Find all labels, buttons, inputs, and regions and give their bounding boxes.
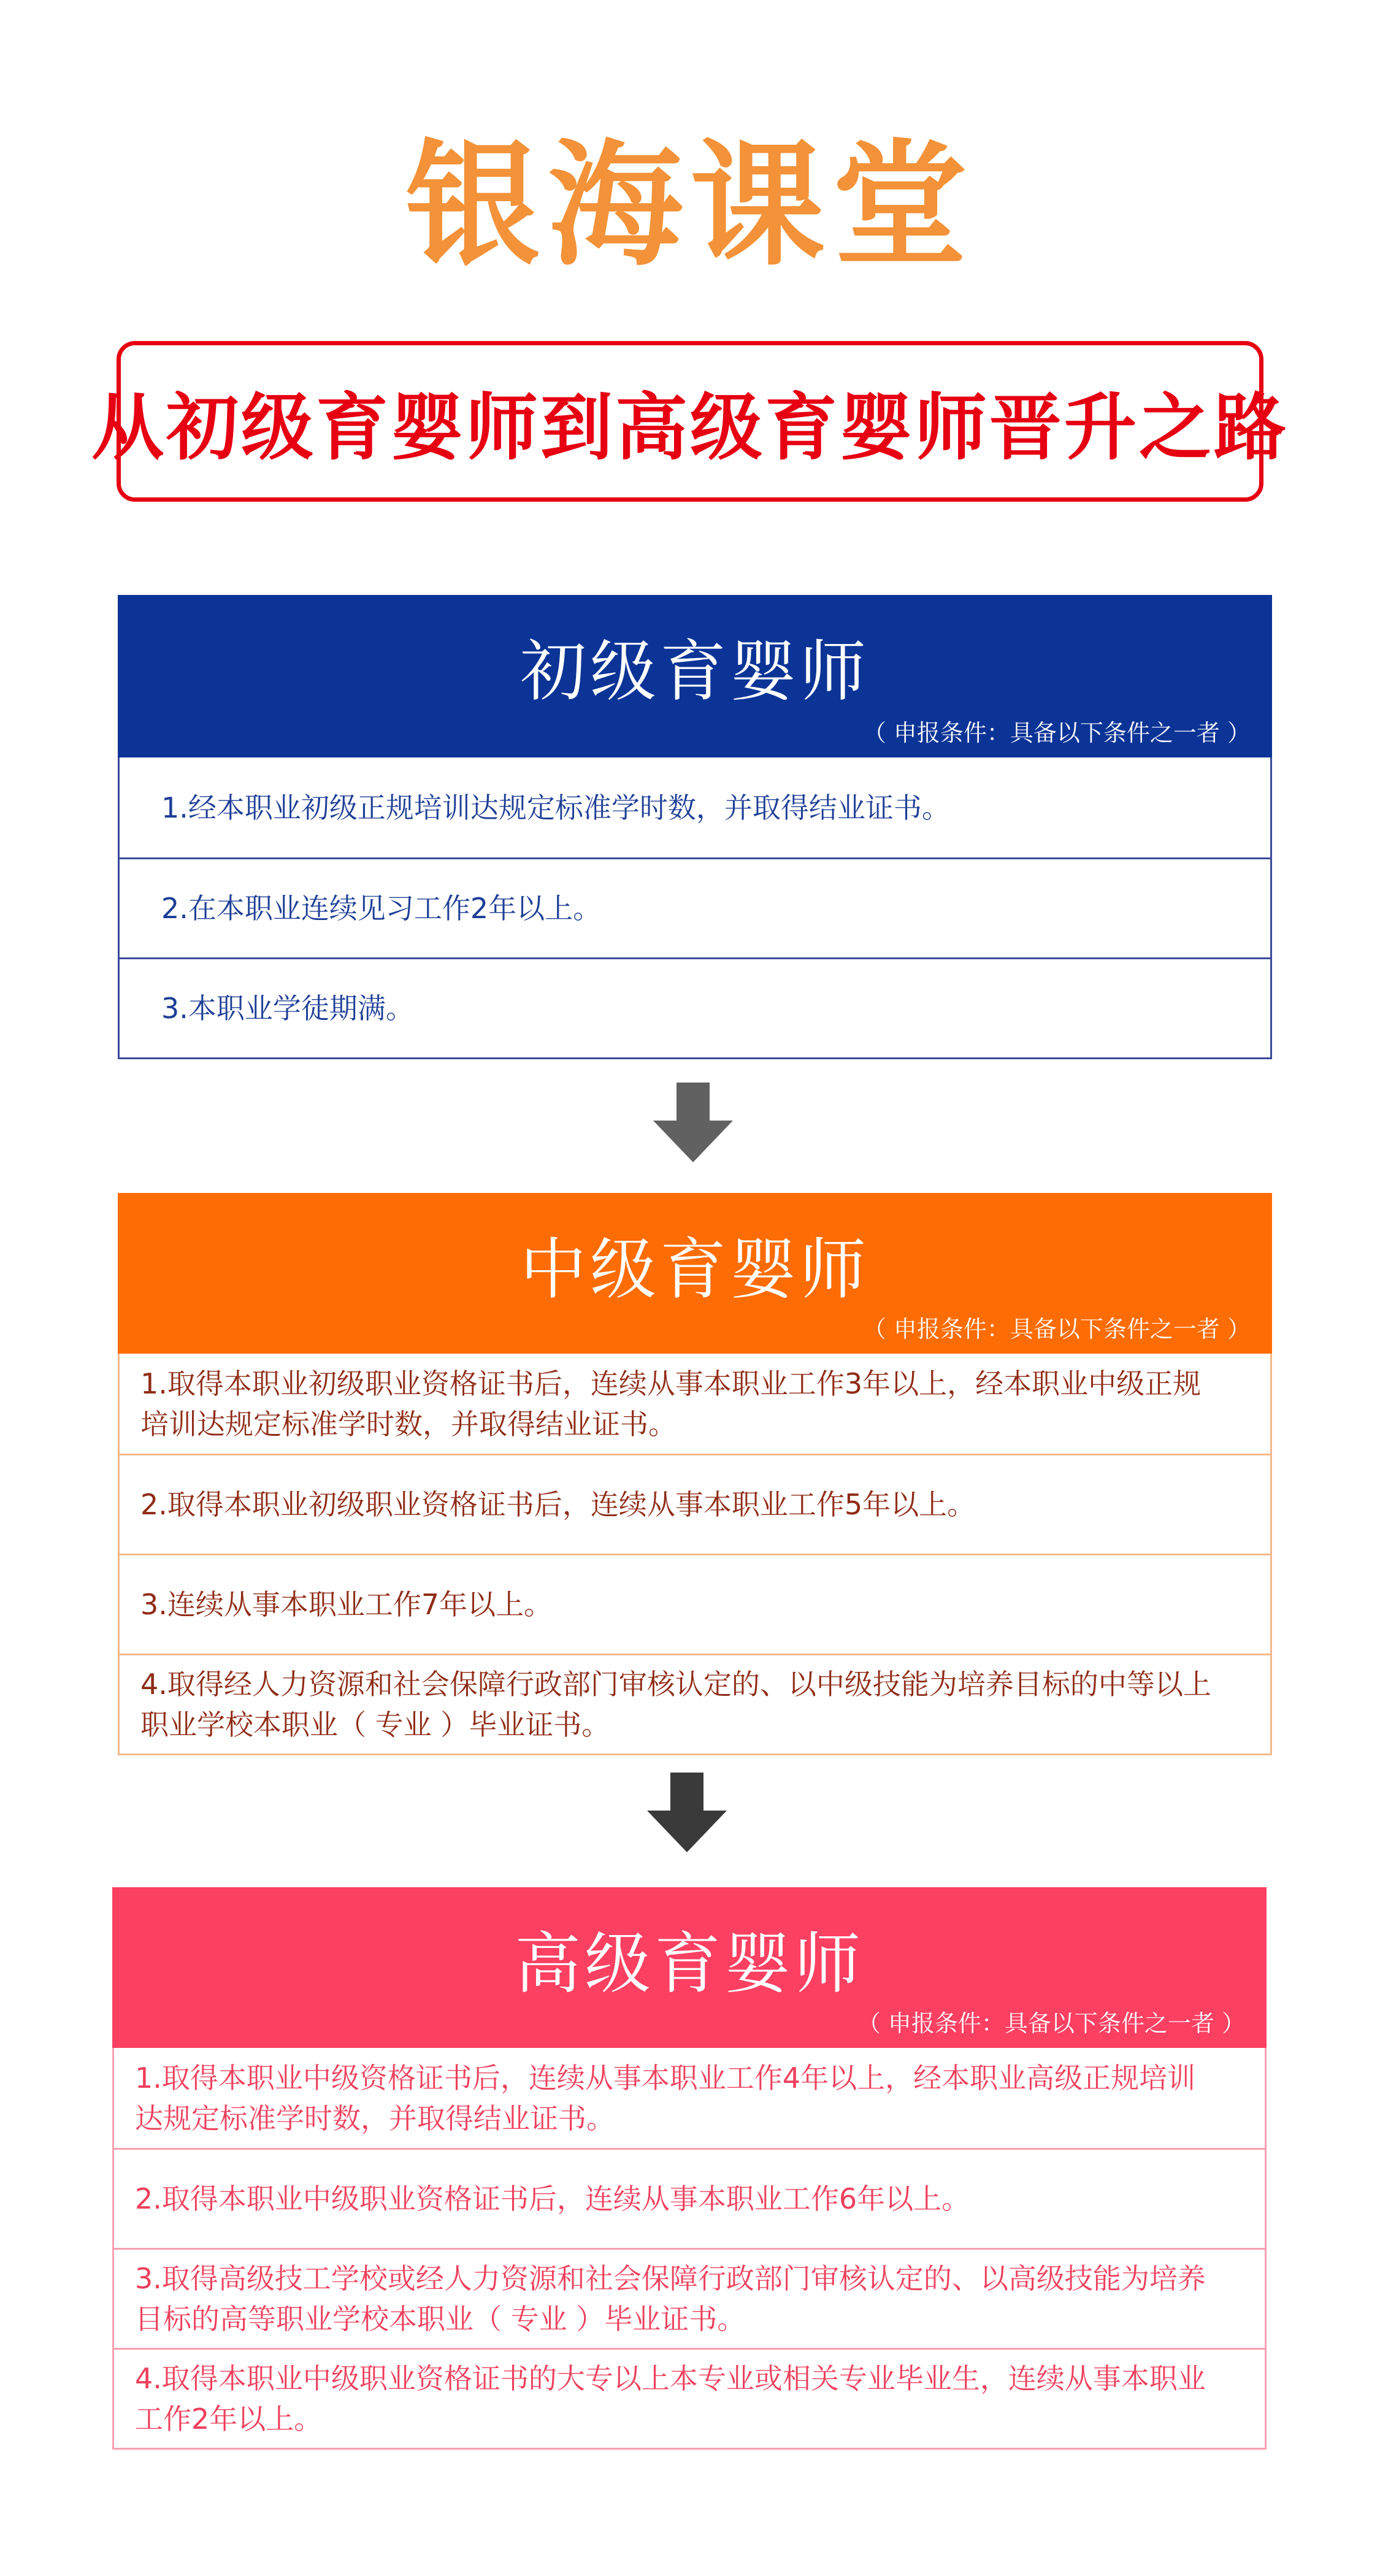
subtitle-text: 从初级育婴师到高级育婴师晋升之路 — [91, 385, 1289, 470]
section-title: 中级育婴师 — [519, 1232, 870, 1308]
section-note: （ 申报条件：具备以下条件之一者 ） — [862, 719, 1251, 746]
section-senior — [112, 1887, 1267, 2450]
section-header — [118, 595, 1272, 757]
list-item: 1.取得本职业中级资格证书后，连续从事本职业工作4年以上，经本职业高级正规培训达规定标准学时数，并取得结业证书。 — [135, 2061, 1196, 2135]
list-item: 1.取得本职业初级职业资格证书后，连续从事本职业工作3年以上，经本职业中级正规培训达规定标准学时数，并取得结业证书。 — [140, 1367, 1202, 1441]
section-note: （ 申报条件：具备以下条件之一者 ） — [857, 2010, 1245, 2037]
list-item: 3.本职业学徒期满。 — [120, 957, 1270, 1057]
section-title: 高级育婴师 — [514, 1926, 864, 2003]
list-item: 1.经本职业初级正规培训达规定标准学时数，并取得结业证书。 — [161, 791, 950, 824]
list-item: 3.连续从事本职业工作7年以上。 — [120, 1554, 1270, 1654]
condition-list — [112, 2048, 1267, 2450]
section-header — [112, 1887, 1267, 2048]
page-title: 银海课堂 — [405, 127, 975, 284]
subtitle-banner — [91, 341, 1289, 502]
list-item: 2.取得本职业中级职业资格证书后，连续从事本职业工作6年以上。 — [114, 2148, 1265, 2248]
list-item: 2.取得本职业初级职业资格证书后，连续从事本职业工作5年以上。 — [120, 1454, 1270, 1554]
list-item: 3.取得高级技工学校或经人力资源和社会保障行政部门审核认定的、以高级技能为培养目标的高等职业学校本职业（ 专业 ）毕业证书。 — [114, 2248, 1265, 2348]
list-item: 2.在本职业连续见习工作2年以上。 — [120, 857, 1270, 957]
arrow-down-icon — [647, 1773, 727, 1852]
section-note: （ 申报条件：具备以下条件之一者 ） — [862, 1316, 1251, 1343]
section-title: 初级育婴师 — [519, 634, 870, 710]
section-primary — [118, 595, 1272, 1059]
arrow-down-icon — [653, 1083, 733, 1162]
list-item: 4.取得经人力资源和社会保障行政部门审核认定的、以中级技能为培养目标的中等以上职业学校本职业（ 专业 ）毕业证书。 — [120, 1654, 1270, 1754]
list-item: 4.取得本职业中级职业资格证书的大专以上本专业或相关专业毕业生，连续从事本职业工作2年以上。 — [114, 2348, 1265, 2448]
section-header — [118, 1193, 1272, 1354]
condition-list — [118, 1354, 1272, 1755]
section-intermediate — [118, 1193, 1272, 1755]
condition-list — [118, 757, 1272, 1059]
